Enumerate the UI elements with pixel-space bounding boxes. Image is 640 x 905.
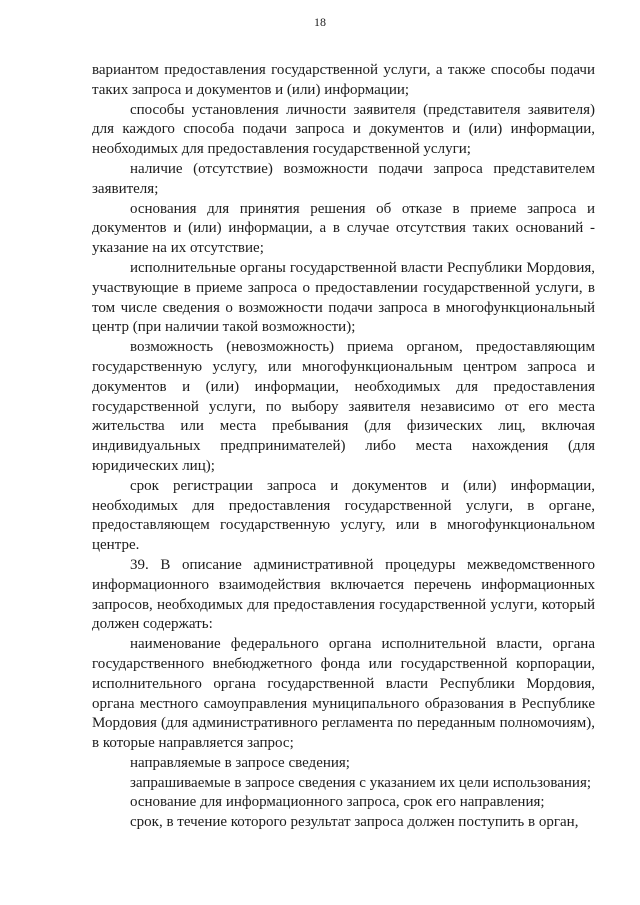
page-number: 18 — [314, 15, 326, 29]
document-body — [92, 61, 595, 833]
paragraph-authority-name: наименование федерального органа исполнительной власти, органа государственного внебюджетного фонда или государственной корпорации, исполнительного органа государственной власти Республики Мордовия, органа местного самоуправления муниципального образования в Республике Мордовия (для административного регламента по переданным полномочиям), в которые направляется запрос; — [92, 636, 595, 752]
paragraph-acceptance-possibility: возможность (невозможность) приема органом, предоставляющим государственную услугу, или многофункциональным центром запроса и документов и (или) информации, необходимых для предоставления государственной услуги, по выбору заявителя независимо от его места жительства или места пребывания (для физических лиц, включая индивидуальных предпринимателей) либо места нахождения (для юридических лиц); — [92, 339, 595, 474]
paragraph-representative: наличие (отсутствие) возможности подачи запроса представителем заявителя; — [92, 160, 595, 197]
paragraph-sent-info: направляемые в запросе сведения; — [130, 754, 350, 771]
paragraph-response-term: срок, в течение которого результат запроса должен поступить в орган, — [130, 814, 579, 831]
paragraph-item-39: 39. В описание административной процедуры межведомственного информационного взаимодействия включается перечень информационных запросов, необходимых для предоставления государственной услуги, который должен содержать: — [92, 556, 595, 633]
paragraph-refusal-grounds: основания для принятия решения об отказе в приеме запроса и документов и (или) информации, а в случае отсутствия таких оснований - указание на их отсутствие; — [92, 200, 595, 257]
paragraph-requested-info: запрашиваемые в запросе сведения с указанием их цели использования; — [130, 774, 592, 791]
paragraph-continuation: вариантом предоставления государственной услуги, а также способы подачи таких запроса и документов и (или) информации; — [92, 62, 595, 98]
paragraph-registration-term: срок регистрации запроса и документов и (или) информации, необходимых для предоставления государственной услуги, в органе, предоставляющем государственную услугу, или в многофункциональном центре. — [92, 477, 595, 554]
paragraph-executive-bodies: исполнительные органы государственной власти Республики Мордовия, участвующие в приеме запроса о предоставлении государственной услуги, в том числе сведения о возможности подачи запроса в многофункциональный центр (при наличии такой возможности); — [92, 259, 595, 336]
paragraph-request-basis: основание для информационного запроса, срок его направления; — [130, 794, 545, 811]
paragraph-identity-methods: способы установления личности заявителя (представителя заявителя) для каждого способа подачи запроса и документов и (или) информации, необходимых для предоставления государственной услуги; — [92, 101, 595, 158]
